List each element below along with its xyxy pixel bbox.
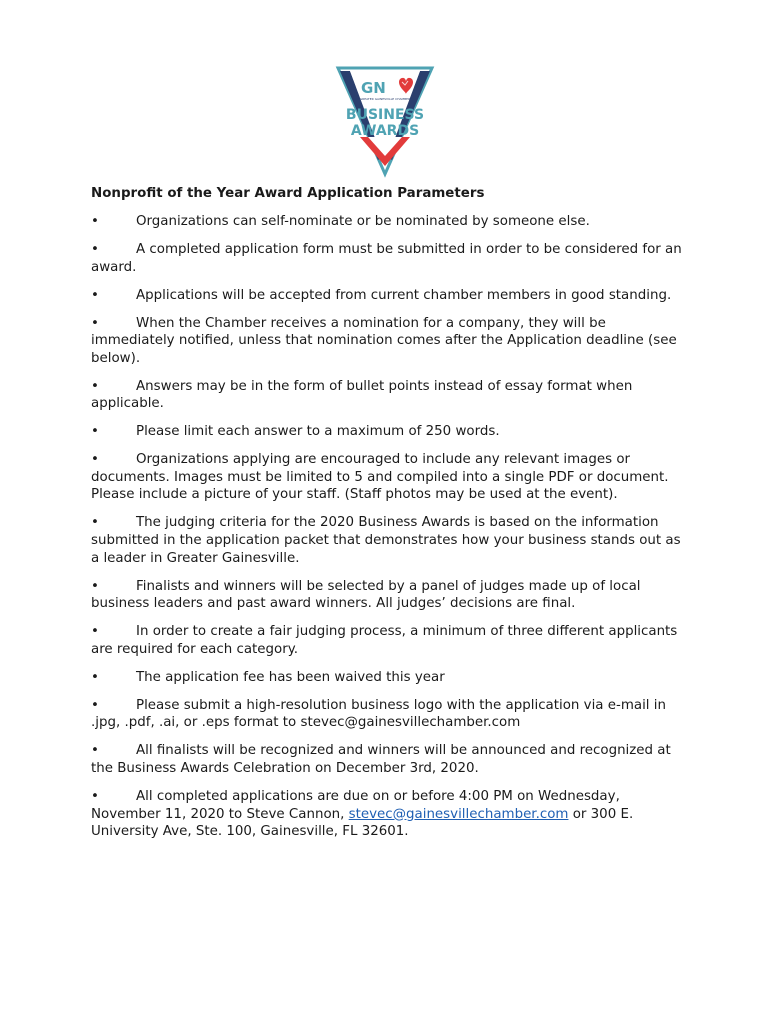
list-item-text: The judging criteria for the 2020 Business Awards is based on the information submitted in the application packet that demonstrates how your business stands out as a leader in Greater Gainesville. — [91, 515, 681, 566]
business-awards-logo — [320, 62, 450, 182]
list-item-text: All finalists will be recognized and winners will be announced and recognized at the Business Awards Celebration on December 3rd, 2020. — [91, 743, 671, 776]
bullet-marker: • — [91, 788, 99, 804]
list-item-text: Finalists and winners will be selected by a panel of judges made up of local business leaders and past award winners. All judges’ decisions are final. — [91, 578, 641, 612]
bullet-marker: • — [91, 515, 99, 531]
list-item-text: The application fee has been waived this year — [136, 669, 445, 685]
list-item — [91, 514, 691, 567]
list-item — [91, 423, 691, 441]
bullet-marker: • — [91, 424, 99, 440]
list-item — [91, 669, 691, 687]
list-item — [91, 241, 691, 276]
list-item-text: Applications will be accepted from current chamber members in good standing. — [136, 287, 672, 303]
bullet-marker: • — [91, 378, 99, 394]
list-item — [91, 287, 691, 305]
document-body — [91, 184, 691, 851]
list-item-text: Answers may be in the form of bullet points instead of essay format when applicable. — [91, 378, 633, 412]
deadline-text-before: All completed applications are due on or before 4:00 PM on Wednesday, November 11, 2020 to Steve Cannon, — [91, 788, 620, 822]
list-item — [91, 378, 691, 413]
parameters-list — [91, 213, 691, 778]
logo-monogram: GN — [361, 79, 386, 97]
list-item — [91, 315, 691, 368]
list-item — [91, 788, 691, 841]
business-awards-emblem — [320, 62, 450, 182]
list-item — [91, 742, 691, 777]
bullet-marker: • — [91, 287, 99, 303]
list-item — [91, 697, 691, 732]
list-item-text: Organizations can self-nominate or be nominated by someone else. — [136, 214, 590, 229]
bullet-marker: • — [91, 241, 99, 257]
list-item-text: Please submit a high-resolution business logo with the application via e-mail in .jpg, .pdf, .ai, or .eps format to stevec@gainesvillechamber.com — [91, 697, 666, 731]
bullet-marker: • — [91, 214, 99, 229]
list-item — [91, 623, 691, 658]
list-item — [91, 451, 691, 504]
list-item — [91, 578, 691, 613]
document-title: Nonprofit of the Year Award Application Parameters — [91, 186, 485, 201]
list-item-text: When the Chamber receives a nomination for a company, they will be immediately notified, unless that nomination comes after the Application deadline (see below). — [91, 315, 677, 366]
bullet-marker: • — [91, 315, 99, 331]
email-link[interactable]: stevec@gainesvillechamber.com — [348, 806, 569, 822]
list-item-text: Organizations applying are encouraged to include any relevant images or documents. Images must be limited to 5 and compiled into a single PDF or document. Please include a picture of your staff. (Staff photos may be used at the event). — [91, 452, 669, 503]
bullet-marker: • — [91, 578, 99, 594]
logo-line1: BUSINESS — [345, 107, 425, 123]
bullet-marker: • — [91, 452, 99, 468]
list-item — [91, 213, 691, 231]
bullet-marker: • — [91, 624, 99, 640]
list-item-text: In order to create a fair judging process, a minimum of three different applicants are required for each category. — [91, 624, 678, 657]
bullet-marker: • — [91, 669, 99, 685]
deadline-text-after: or 300 E. University Ave, Ste. 100, Gainesville, FL 32601. — [91, 806, 634, 840]
bullet-marker: • — [91, 743, 99, 759]
logo-tagline: GREATER GAINESVILLE CHAMBER — [359, 97, 411, 101]
bullet-marker: • — [91, 697, 99, 713]
list-item-text: A completed application form must be submitted in order to be considered for an award. — [91, 241, 682, 275]
list-item-text: Please limit each answer to a maximum of 250 words. — [136, 424, 500, 440]
logo-line2: AWARDS — [350, 123, 420, 139]
